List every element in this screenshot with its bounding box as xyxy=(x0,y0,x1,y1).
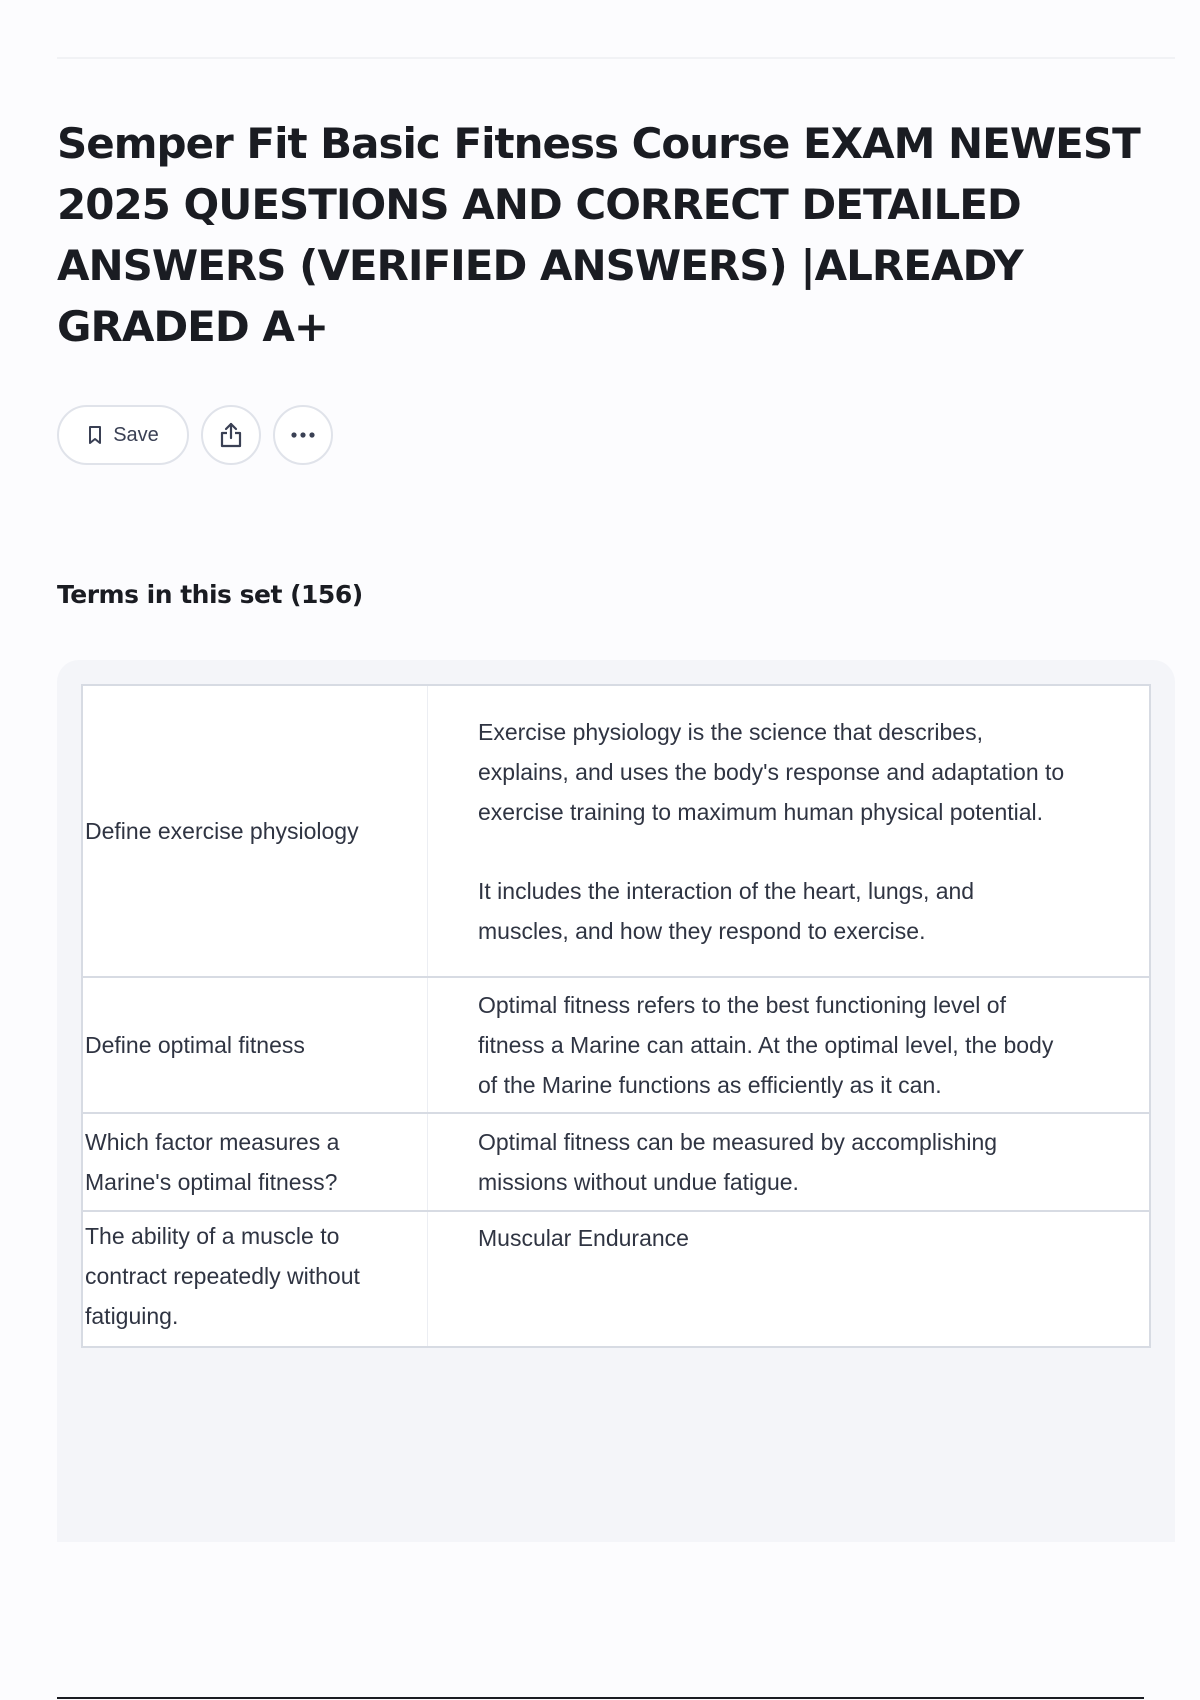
definition-cell xyxy=(428,1113,1151,1211)
terms-table xyxy=(81,684,1151,1348)
bookmark-icon xyxy=(87,425,103,445)
top-divider xyxy=(57,57,1175,59)
action-bar xyxy=(57,405,333,465)
term-cell: Which factor measures a Marine's optimal fitness? xyxy=(82,1113,428,1211)
term-row xyxy=(82,977,1150,1113)
page-title: Semper Fit Basic Fitness Course EXAM NEWEST 2025 QUESTIONS AND CORRECT DETAILED ANSWERS (VERIFIED ANSWERS) |ALREADY GRADED A+ xyxy=(57,119,1140,351)
share-button[interactable] xyxy=(201,405,261,465)
definition-cell xyxy=(428,977,1151,1113)
definition-text: It includes the interaction of the heart, lungs, and muscles, and how they respond to exercise. xyxy=(478,877,975,944)
definition-text: Optimal fitness refers to the best functioning level of fitness a Marine can attain. At the optimal level, the body of the Marine functions as efficiently as it can. xyxy=(478,992,1054,1098)
definition-cell xyxy=(428,685,1151,977)
term-row xyxy=(82,1211,1150,1347)
definition-text: Muscular Endurance xyxy=(478,1225,689,1251)
save-button[interactable] xyxy=(57,405,189,465)
term-cell: Define exercise physiology xyxy=(82,685,428,977)
share-icon xyxy=(218,421,244,449)
definition-cell xyxy=(428,1211,1151,1347)
definition-text: Exercise physiology is the science that describes, explains, and uses the body's response and adaptation to exercise training to maximum human physical potential. xyxy=(478,718,1065,825)
definition-text: Optimal fitness can be measured by accomplishing missions without undue fatigue. xyxy=(478,1129,998,1195)
bottom-divider xyxy=(57,1697,1144,1699)
more-options-button[interactable] xyxy=(273,405,333,465)
terms-heading: Terms in this set (156) xyxy=(57,580,363,609)
term-row xyxy=(82,685,1150,977)
terms-panel xyxy=(57,660,1175,1542)
term-cell: Define optimal fitness xyxy=(82,977,428,1113)
save-button-label: Save xyxy=(113,423,159,446)
term-row xyxy=(82,1113,1150,1211)
more-icon xyxy=(290,431,316,439)
term-cell: The ability of a muscle to contract repeatedly without fatiguing. xyxy=(82,1211,428,1347)
